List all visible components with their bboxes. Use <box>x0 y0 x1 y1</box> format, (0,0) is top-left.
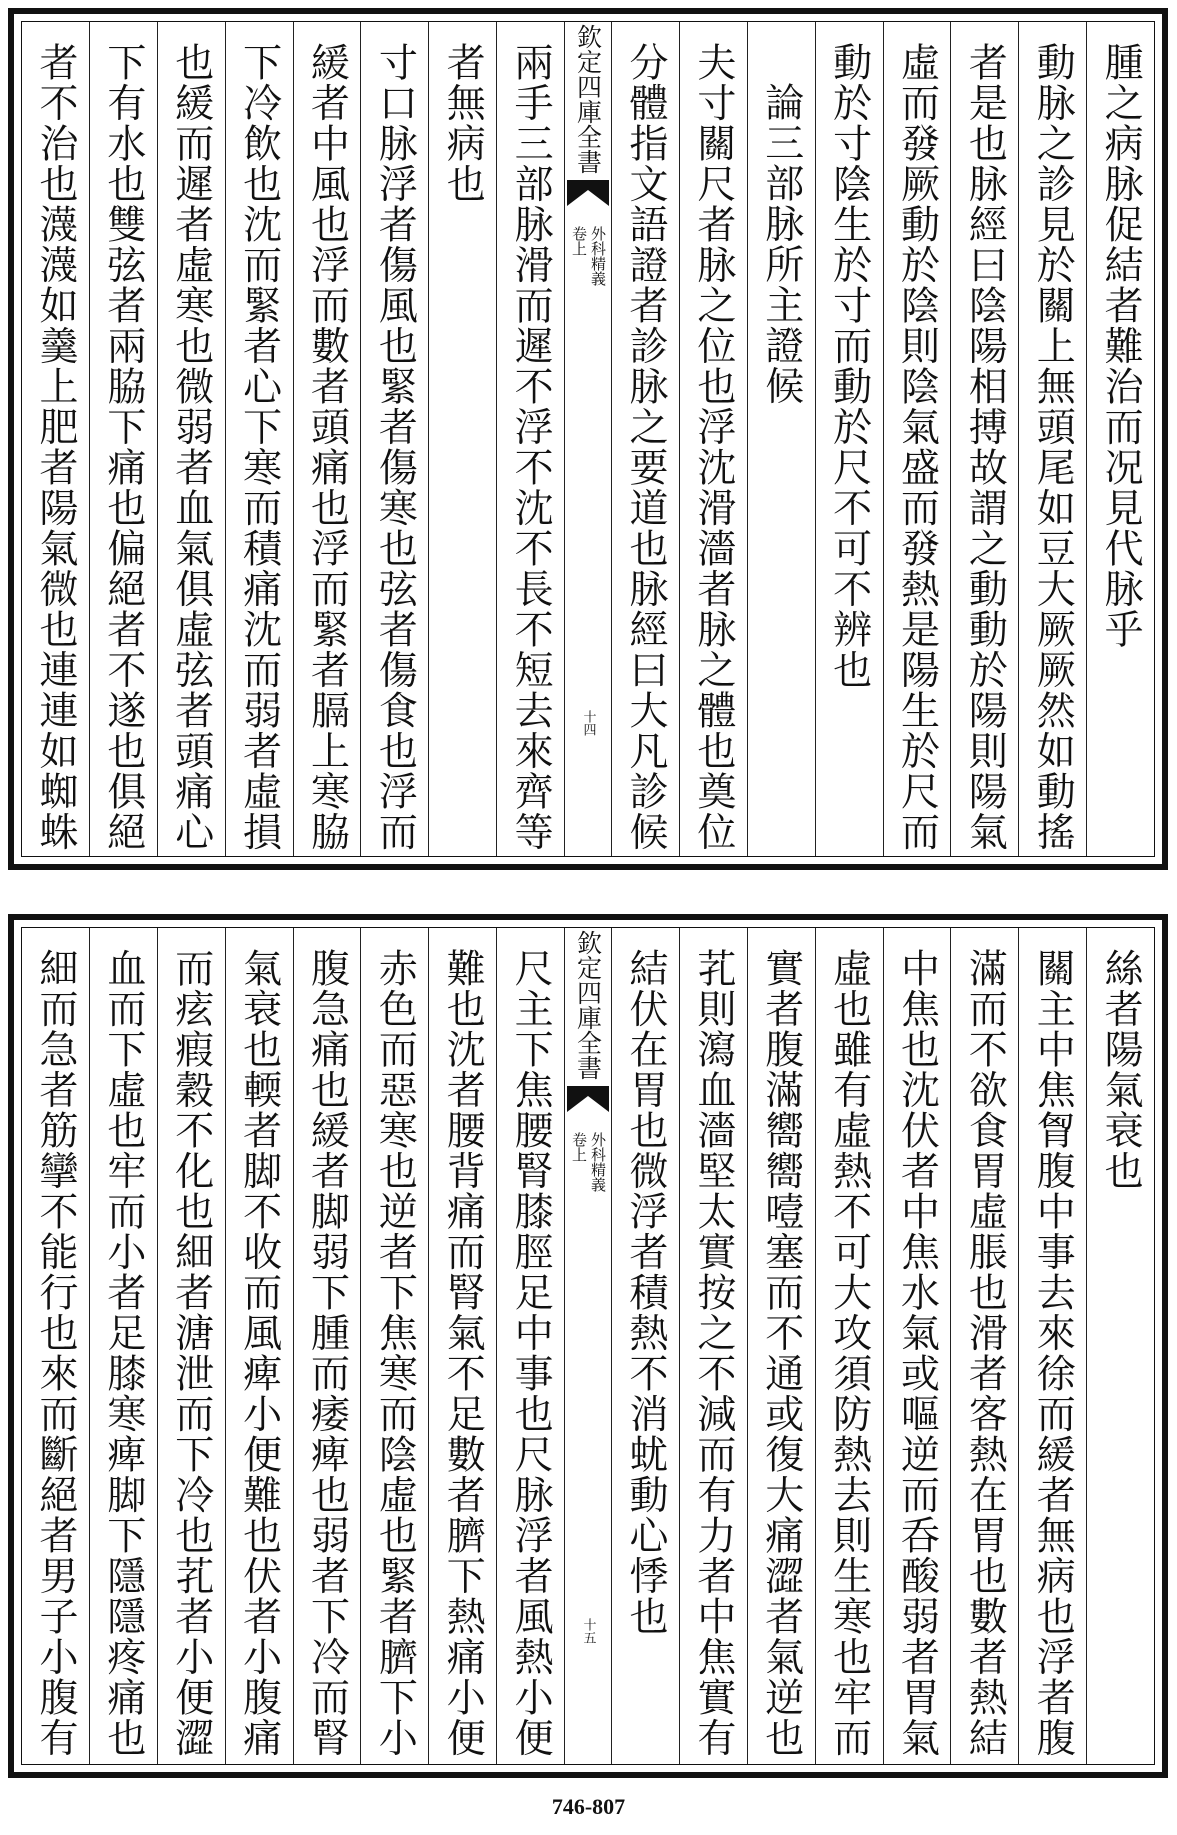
text-column: 也緩而遲者虛寒也微弱者血氣俱虛弦者頭痛心 <box>157 22 225 856</box>
text-column: 者無病也 <box>428 22 496 856</box>
text-column: 難也沈者腰背痛而腎氣不足數者臍下熱痛小便 <box>428 928 496 1764</box>
text-column: 動脉之診見於關上無頭尾如豆大厥厥然如動搖 <box>1018 22 1086 856</box>
text-column: 氣衰也輭者脚不收而風痺小便難也伏者小腹痛 <box>225 928 293 1764</box>
book-title: 外科精義 <box>589 1132 607 1192</box>
text-column: 虛而發厥動於陰則陰氣盛而發熱是陽生於尺而 <box>883 22 951 856</box>
text-column: 虛也雖有虛熱不可大攻須防熱去則生寒也牢而 <box>815 928 883 1764</box>
text-column: 下有水也雙弦者兩脇下痛也偏絕者不遂也俱絕 <box>89 22 157 856</box>
text-column: 結伏在胃也微浮者積熱不消蚘動心悸也 <box>611 928 679 1764</box>
text-column: 者是也脉經曰陰陽相搏故謂之動動於陽則陽氣 <box>950 22 1018 856</box>
text-column: 芤則瀉血濇堅太實按之不減而有力者中焦實有 <box>679 928 747 1764</box>
page-top-columns <box>21 21 1155 857</box>
text-column: 腹急痛也緩者脚弱下腫而痿痺也弱者下冷而腎 <box>293 928 361 1764</box>
fishtail-mark-icon <box>565 1084 611 1116</box>
text-column: 血而下虛也牢而小者足膝寒痺脚下隱隱疼痛也 <box>89 928 157 1764</box>
fishtail-mark-icon <box>565 178 611 210</box>
text-column: 夫寸關尺者脉之位也浮沈滑濇者脉之體也奠位 <box>679 22 747 856</box>
text-column: 下冷飲也沈而緊者心下寒而積痛沈而弱者虛損 <box>225 22 293 856</box>
text-column: 實者腹滿嚮嚮噎塞而不通或復大痛澀者氣逆也 <box>747 928 815 1764</box>
text-column: 尺主下焦腰腎膝脛足中事也尺脉浮者風熱小便 <box>496 928 564 1764</box>
page-bottom <box>8 914 1168 1778</box>
page-bottom-columns <box>21 927 1155 1765</box>
folio-number: 十四 <box>580 710 596 736</box>
text-column: 動於寸陰生於寸而動於尺不可不辨也 <box>815 22 883 856</box>
text-column: 細而急者筋攣不能行也來而斷絕者男子小腹有 <box>32 948 78 1758</box>
book-meta <box>571 226 605 286</box>
book-title: 外科精義 <box>589 226 607 286</box>
text-column: 而痃瘕穀不化也細者溏泄而下冷也芤者小便澀 <box>157 928 225 1764</box>
text-column: 寸口脉浮者傷風也緊者傷寒也弦者傷食也浮而 <box>360 22 428 856</box>
center-fold-strip <box>564 22 611 856</box>
text-column: 分體指文語證者診脉之要道也脉經曰大凡診候 <box>611 22 679 856</box>
text-column: 關主中焦胷腹中事去來徐而緩者無病也浮者腹 <box>1018 928 1086 1764</box>
page-number: 746-807 <box>551 1794 626 1819</box>
text-column: 絲者陽氣衰也 <box>1086 928 1154 1764</box>
text-column: 腫之病脉促結者難治而况見代脉乎 <box>1086 22 1154 856</box>
text-column: 兩手三部脉滑而遲不浮不沈不長不短去來齊等 <box>496 22 564 856</box>
banner-title: 欽定四庫全書 <box>573 930 603 1080</box>
center-fold-strip <box>564 928 611 1764</box>
text-column: 赤色而惡寒也逆者下焦寒而陰虛也緊者臍下小 <box>360 928 428 1764</box>
banner-title: 欽定四庫全書 <box>573 24 603 174</box>
folio-number: 十五 <box>580 1618 596 1644</box>
section-heading-column: 論三部脉所主證候 <box>747 22 815 856</box>
text-column: 緩者中風也浮而數者頭痛也浮而緊者膈上寒脇 <box>293 22 361 856</box>
volume-label: 卷上 <box>570 226 588 256</box>
volume-label: 卷上 <box>570 1132 588 1162</box>
book-meta <box>571 1132 605 1192</box>
page-top <box>8 8 1168 870</box>
text-column: 中焦也沈伏者中焦水氣或嘔逆而呑酸弱者胃氣 <box>883 928 951 1764</box>
text-column: 滿而不欲食胃虛脹也滑者客熱在胃也數者熱結 <box>950 928 1018 1764</box>
text-column: 者不治也瀎瀎如羹上肥者陽氣微也連連如蜘蛛 <box>32 42 78 852</box>
